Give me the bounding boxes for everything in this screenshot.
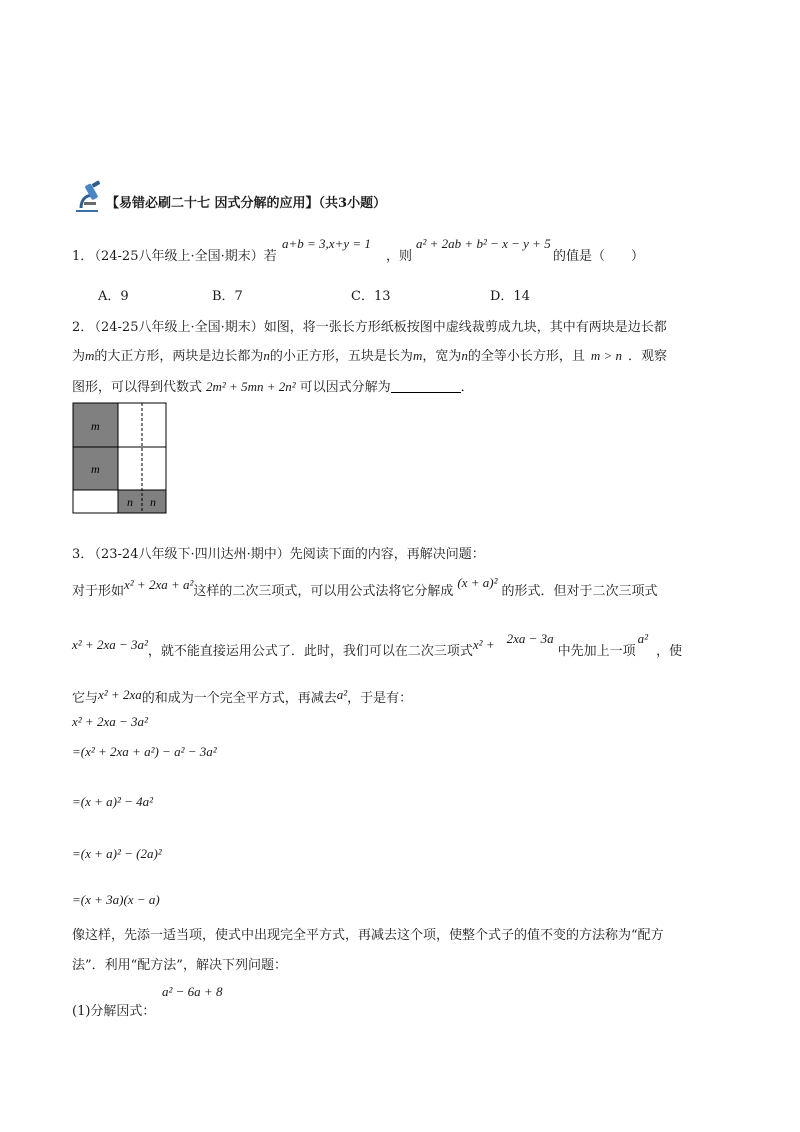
- microscope-icon: [72, 180, 106, 214]
- q3-number: 3．: [72, 547, 94, 562]
- q3-text: ，就不能直接运用公式了．此时，我们可以在二次三项式: [147, 644, 473, 659]
- q1-number: 1．: [72, 249, 94, 264]
- q3-intro: （23-24八年级下·四川达州·期中）先阅读下面的内容，再解决问题：: [88, 547, 485, 562]
- q3-paragraph-5: 法”．利用“配方法”，解决下列问题：: [72, 958, 287, 973]
- q3-text: 这样的二次三项式，可以用公式法将它分解成: [193, 584, 454, 599]
- q3-expression: x² +: [472, 637, 495, 652]
- q1-source: （24-25八年级上·全国·期末）若: [88, 249, 277, 264]
- q2-text: ．: [460, 380, 474, 395]
- q3-expression: a²: [637, 631, 649, 646]
- q1-option-d: D．14: [490, 289, 530, 304]
- q3-expression: x² + 2xa: [98, 687, 142, 702]
- q2-text: 的全等小长方形，且: [467, 349, 585, 364]
- q3-step-1: x² + 2xa − 3a²: [72, 714, 148, 729]
- q1-expression: a² + 2ab + b² − x − y + 5: [416, 236, 551, 251]
- q3-step-3: =(x + a)² − 4a²: [72, 794, 154, 809]
- q2-text: 为: [72, 349, 86, 364]
- q1-mid: ，则: [386, 249, 413, 264]
- q2-text: 的大正方形，两块是边长都为: [94, 349, 264, 364]
- q3-paragraph-3: [72, 687, 412, 706]
- q2-text: 图形，可以得到代数式: [72, 380, 203, 395]
- q2-answer-blank[interactable]: [391, 380, 461, 393]
- section-title: 【易错必刷二十七 因式分解的应用】（共3小题）: [106, 196, 387, 211]
- q1-option-a: A．9: [98, 289, 129, 304]
- q2-inequality: m > n: [590, 348, 623, 363]
- q3-expression: 2xa − 3a: [506, 631, 554, 646]
- q1-condition: a+b = 3,x+y = 1: [282, 236, 371, 251]
- figure-label-n1: n: [127, 495, 133, 509]
- q3-text: 的形式．但对于二次三项式: [501, 584, 658, 599]
- q3-step-4: =(x + a)² − (2a)²: [72, 846, 162, 861]
- q3-step-5: =(x + 3a)(x − a): [72, 892, 160, 907]
- q3-text: 的和成为一个完全平方式，再减去: [141, 691, 337, 706]
- q3-text: 中先加上一项: [557, 644, 636, 659]
- q2-var-n: n: [461, 348, 468, 363]
- figure-label-m1: m: [91, 419, 100, 433]
- q2-text: 可以因式分解为: [299, 380, 391, 395]
- q2-text: ．观察: [628, 349, 668, 364]
- q2-number: 2．: [72, 320, 94, 335]
- figure-label-n2: n: [150, 495, 156, 509]
- q1-tail: 的值是（ ）: [553, 249, 645, 264]
- q2-line2: [72, 345, 667, 364]
- section-header: [72, 180, 572, 214]
- q2-text: 的小正方形，五块是长为: [269, 349, 413, 364]
- q2-var-m: m: [412, 348, 423, 363]
- q2-var-n: n: [263, 348, 270, 363]
- q2-expression: 2m² + 5mn + 2n²: [206, 379, 296, 394]
- q2-text: ，宽为: [422, 349, 462, 364]
- q3-expression: x² + 2xa − 3a²: [72, 637, 148, 652]
- q1-option-c: C．13: [351, 289, 391, 304]
- figure-label-m2: m: [91, 462, 100, 476]
- q1-option-b: B．7: [212, 289, 243, 304]
- q3-paragraph-4: 像这样，先添一适当项，使式中出现完全平方式，再减去这个项，使整个式子的值不变的方法称为“配方: [72, 928, 664, 943]
- q2-line1: （24-25八年级上·全国·期末）如图，将一张长方形纸板按图中虚线裁剪成九块，其中有两块是边长都: [88, 320, 667, 335]
- q3-expression: a²: [336, 687, 348, 702]
- q3-text: 它与: [72, 691, 99, 706]
- q3-sub1-label: (1)分解因式：: [72, 1004, 156, 1019]
- q3-expression: (x + a)²: [457, 575, 498, 590]
- q3-paragraph-2: [72, 631, 683, 659]
- q2-line3: [72, 376, 474, 395]
- q3-paragraph-1: [72, 575, 658, 599]
- q3-expression: x² + 2xa + a²: [124, 577, 194, 592]
- q2-var-m: m: [85, 348, 95, 363]
- q3-text: ，于是有：: [347, 691, 413, 706]
- q3-sub1-expression: a² − 6a + 8: [162, 984, 223, 999]
- q2-figure: [72, 402, 168, 514]
- q3-step-2: =(x² + 2xa + a²) − a² − 3a²: [72, 744, 217, 759]
- q3-text: ，使: [656, 644, 683, 659]
- q3-text: 对于形如: [72, 584, 125, 599]
